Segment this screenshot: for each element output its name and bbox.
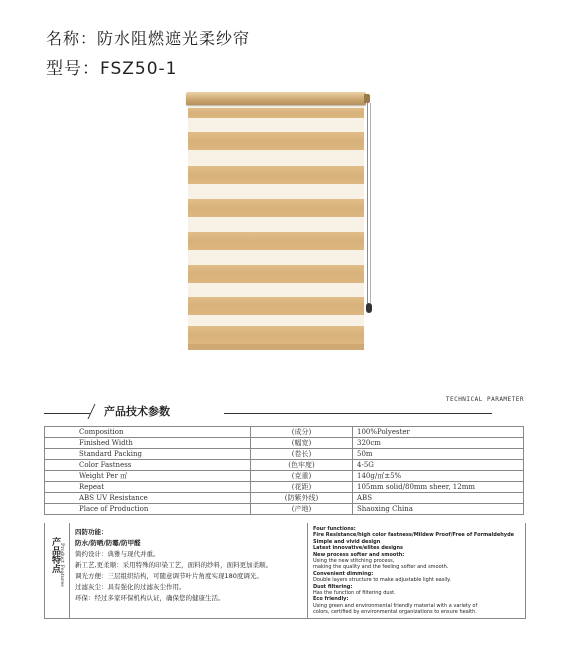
spec-label-en: Place of Production [45,504,251,515]
section-header [44,398,524,420]
spec-label-cn: (色牢度) [251,460,353,471]
spec-value: 50m [353,449,524,460]
spec-value: 105mm solid/80mm sheer, 12mm [353,482,524,493]
spec-label-en: Composition [45,427,251,438]
spec-value: 100%Polyester [353,427,524,438]
blind-pull-cord [366,103,374,318]
feature-en-line: Using green and environmental friendly material with a variety of [313,602,478,609]
feature-cn-line: 四防功能： [75,528,108,536]
feature-en-line: Fire Resistance/high color fastness/Mildew Proof/Free of Formaldehyde [313,532,515,539]
section-title-en: TECHNICAL PARAMETER [445,396,524,403]
spec-value: 320cm [353,438,524,449]
feature-cn-line: 简约设计：典雅与现代并重。 [75,550,160,558]
product-name: 名称：防水阻燃遮光柔纱帘 [46,29,251,48]
features-cn-list [75,527,305,604]
features-block [44,523,526,619]
features-label-en: Product Features [59,543,65,587]
spec-label-cn: (卷长) [251,449,353,460]
features-divider [307,523,308,618]
features-label [45,523,70,618]
blind-stripe [188,326,364,344]
spec-label-en: Color Fastness [45,460,251,471]
spec-value: 4-5G [353,460,524,471]
feature-en-line: colors, certified by environmental organizations to ensure health. [313,609,477,616]
feature-cn-line: 过滤灰尘：具有强化的过滤灰尘作用。 [75,583,186,591]
spec-label-cn: (防紫外线) [251,493,353,504]
feature-en-line: making the quality and the feeling softer and smooth. [313,564,449,571]
blind-stripe [188,132,364,150]
blind-stripe [188,297,364,315]
feature-en-line: Convenient dimming: [313,570,374,577]
table-row [45,449,524,460]
feature-en-line: Four functions: [313,526,356,532]
spec-label-cn: (花距) [251,482,353,493]
feature-en-line: Dust filtering: [313,583,353,590]
spec-value: 140g/㎡±5% [353,471,524,482]
blind-stripe [188,108,364,118]
feature-en-line: Using the new stitching process, [313,558,395,565]
feature-en-line: Eco friendly: [313,596,349,603]
feature-cn-line: 防水/防晒/防霉/防甲醛 [75,539,141,547]
table-row [45,460,524,471]
table-row [45,482,524,493]
spec-label-cn: (幅宽) [251,438,353,449]
spec-label-en: Weight Per ㎡ [45,471,251,482]
feature-en-line: Double layers structure to make adjustable light easily. [313,577,451,584]
blind-bottom-rail [188,344,364,350]
product-model: 型号：FSZ50-1 [46,59,178,79]
table-row [45,438,524,449]
section-title: 产品技术参数 [104,405,170,418]
features-label-cn: 产品特点 [50,537,60,573]
blind-stripe [188,265,364,283]
feature-cn-line: 环保：经过多家环保机构认证，确保您的健康生活。 [75,594,225,602]
features-en-list [313,526,523,616]
feature-en-line: Simple and vivid design [313,538,381,545]
table-row [45,471,524,482]
spec-label-en: Standard Packing [45,449,251,460]
feature-en-line: New process softer and smooth: [313,551,405,558]
spec-label-cn: (成分) [251,427,353,438]
blind-headrail [186,92,366,105]
feature-cn-line: 调光方便：三层组织结构，可随意调节叶片角度实现180度调光。 [75,572,263,580]
blind-stripe [188,199,364,217]
spec-label-cn: (克重) [251,471,353,482]
spec-label-en: Repeat [45,482,251,493]
blind-stripe [188,232,364,250]
spec-value: ABS [353,493,524,504]
table-row [45,493,524,504]
spec-label-en: Finished Width [45,438,251,449]
blind-stripe [188,166,364,184]
feature-en-line: Has the function of filtering dust. [313,590,396,597]
spec-value: Shaoxing China [353,504,524,515]
product-image-blind [186,92,366,350]
spec-label-cn: (产地) [251,504,353,515]
table-row [45,427,524,438]
table-row [45,504,524,515]
feature-en-line: Latest innovative/elites designs [313,545,404,552]
spec-label-en: ABS UV Resistance [45,493,251,504]
cord-weight [366,303,372,313]
spec-table [44,426,524,515]
feature-cn-line: 新工艺,更柔顺：采用特殊的印染工艺，面料的纱料，面料更加柔顺。 [75,561,273,569]
